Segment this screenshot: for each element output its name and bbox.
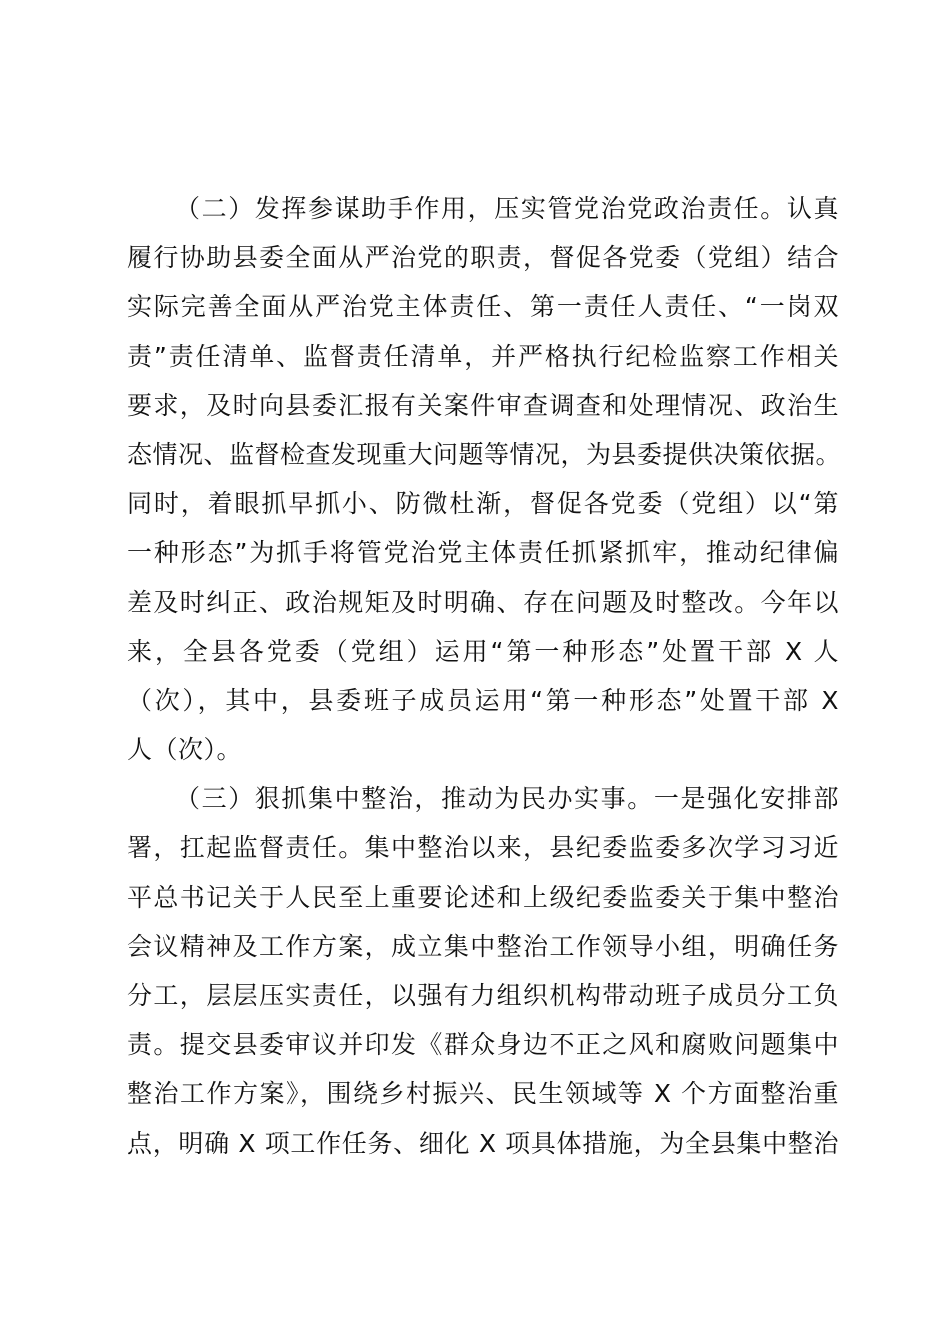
text-line: 来，全县各党委（党组）运用“第一种形态”处置干部 X 人	[127, 636, 839, 666]
text-line: 差及时纠正、政治规矩及时明确、存在问题及时整改。今年以	[127, 587, 839, 617]
text-line: 态情况、监督检查发现重大问题等情况，为县委提供决策依据。	[127, 439, 842, 469]
text-line: 人（次）。	[127, 735, 243, 765]
text-line: 整治工作方案》，围绕乡村振兴、民生领域等 X 个方面整治重	[127, 1079, 839, 1109]
text-line: 要求，及时向县委汇报有关案件审查调查和处理情况、政治生	[127, 390, 839, 420]
paragraph-3	[127, 774, 839, 1168]
text-line: 平总书记关于人民至上重要论述和上级纪委监委关于集中整治	[127, 882, 839, 912]
text-line: 履行协助县委全面从严治党的职责，督促各党委（党组）结合	[127, 243, 839, 273]
text-line: 一种形态”为抓手将管党治党主体责任抓紧抓牢，推动纪律偏	[127, 538, 839, 568]
text-line: 会议精神及工作方案，成立集中整治工作领导小组，明确任务	[127, 931, 839, 961]
text-line: 责。提交县委审议并印发《群众身边不正之风和腐败问题集中	[127, 1030, 839, 1060]
text-line: 责”责任清单、监督责任清单，并严格执行纪检监察工作相关	[127, 341, 839, 371]
paragraph-2	[127, 184, 842, 774]
text-line: 分工，层层压实责任，以强有力组织机构带动班子成员分工负	[127, 981, 839, 1010]
text-line: （二）发挥参谋助手作用，压实管党治党政治责任。认真	[175, 194, 839, 223]
text-line: （三）狠抓集中整治，推动为民办实事。一是强化安排部	[175, 784, 839, 814]
text-line: （次），其中，县委班子成员运用“第一种形态”处置干部 X	[127, 685, 839, 715]
text-line: 署，扛起监督责任。集中整治以来，县纪委监委多次学习习近	[127, 833, 839, 863]
text-line: 同时，着眼抓早抓小、防微杜渐，督促各党委（党组）以“第	[127, 489, 839, 519]
text-line: 实际完善全面从严治党主体责任、第一责任人责任、“一岗双	[127, 292, 839, 322]
text-line: 点，明确 X 项工作任务、细化 X 项具体措施，为全县集中整治	[127, 1128, 839, 1158]
document-body	[127, 184, 842, 1168]
